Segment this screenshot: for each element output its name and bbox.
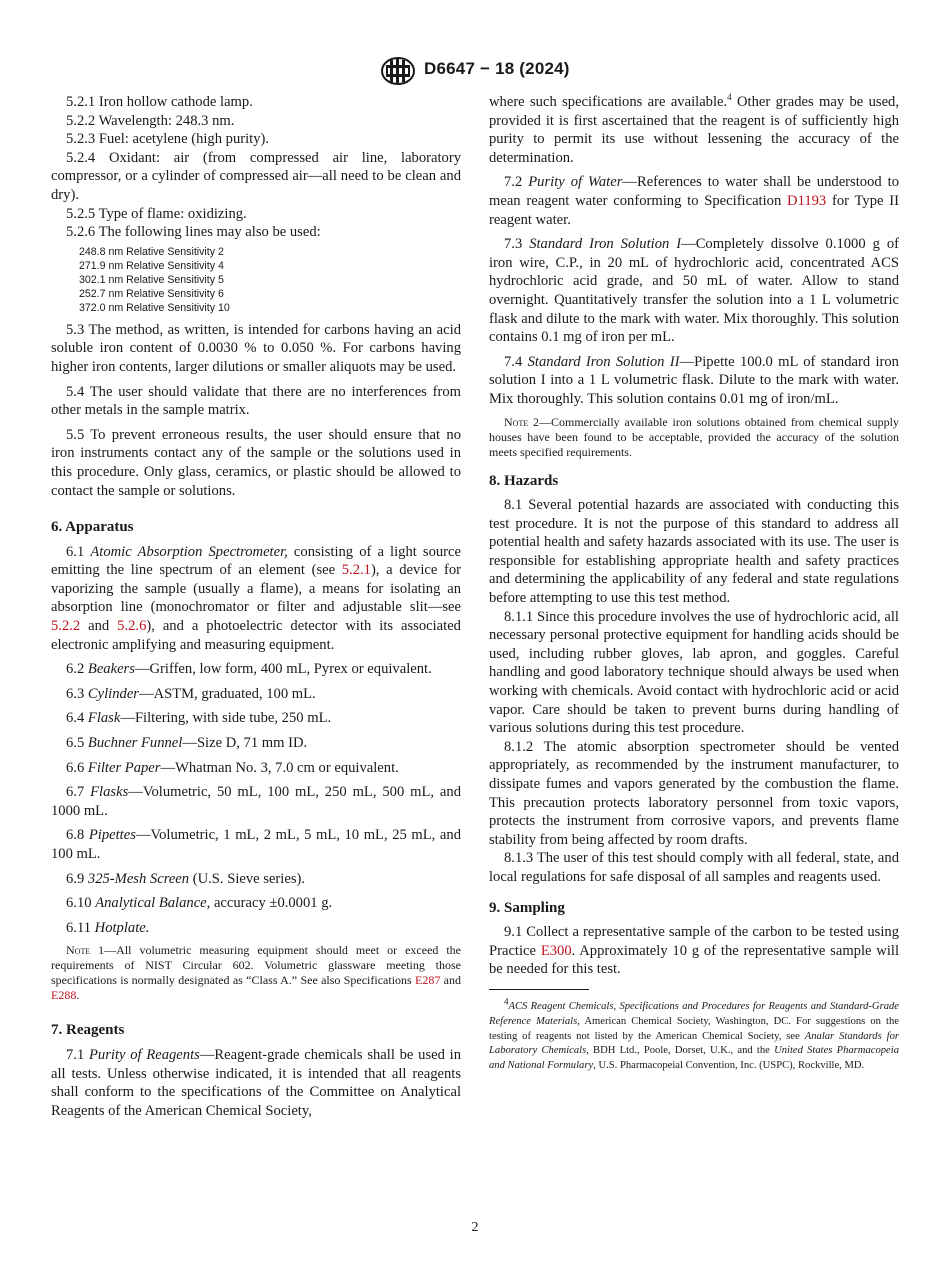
section-6-1: 6.1 Atomic Absorption Spectrometer, consisting of a light source emitting the line spectrum of an element (see 5.2.1), a device for vaporizing the sample (usually a flame), a means for isolating an absorption line (monochromator or filter and adjustable slit—see 5.2.2 and 5.2.6), and a photoelectric detector with its associated electronic amplifying and measuring equipment. [51, 543, 461, 653]
footnote-4: $^4$ACS Reagent Chemicals, Specifications and Procedures for Reagents and Standard-Grade Reference Materials, American Chemical Society, Washington, DC. For suggestions on the testing of reagents not listed by the American Chemical Society, see Analar Standards for Laboratory Chemicals, BDH Ltd., Poole, Dorset, U.K., and the United States Pharmacopeia and National Formulary, U.S. Pharmacopeial Convention, Inc. (USPC), Rockville, MD. [489, 996, 900, 1072]
section-7-4: 7.4 Standard Iron Solution II—Pipette 100.0 mL of standard iron solution I into a 1 L volumetric flask. Dilute to the mark with water. Mix thoroughly. This solution contains 0.01 mg of iron/mL. [489, 353, 899, 407]
section-8-1: 8.1 Several potential hazards are associated with conducting this test procedure. It is not the purpose of this standard to address all potential health and safety hazards associated with its use. The user is responsible for establishing appropriate health and safety practices and determining the applicability of any federal and state regulations before attempting to use this test method. [489, 497, 899, 607]
section-7-2: 7.2 Purity of Water—References to water shall be understood to mean reagent water conforming to Specification D1193 for Type II reagent water. [489, 174, 899, 228]
section-5-2-5: 5.2.5 Type of flame: oxidizing. [66, 205, 247, 222]
section-5-2-1: 5.2.1 Iron hollow cathode lamp. [66, 94, 253, 110]
ref-e300[interactable]: E300 [540, 942, 572, 959]
sensitivity-line: 302.1 nm Relative Sensitivity 5 [79, 273, 224, 286]
section-7-1: 7.1 Purity of Reagents—Reagent-grade chemicals shall be used in all tests. Unless otherwise indicated, it is intended that all reagents shall conform to the specifications of the Committee on Analytical Reagents of the American Chemical Society, [51, 1046, 461, 1119]
section-7-1-continued: where such specifications are available.$^4$ Other grades may be used, provided it is first ascertained that the reagent is of sufficiently high purity to permit its use without lessening the accuracy of the determination. [489, 92, 899, 166]
page-number: 2 [471, 1220, 479, 1235]
section-6-6: 6.6 Filter Paper—Whatman No. 3, 7.0 cm or equivalent. [66, 759, 399, 776]
ref-5-2-6[interactable]: 5.2.6 [117, 618, 147, 635]
section-6-11: 6.11 Hotplate. [66, 919, 150, 936]
ref-5-2-2[interactable]: 5.2.2 [51, 618, 81, 635]
section-6-7: 6.7 Flasks—Volumetric, 50 mL, 100 mL, 250 mL, 500 mL, and 1000 mL. [51, 784, 461, 819]
standard-designation: D6647 − 18 (2024) [424, 59, 570, 78]
section-6-5: 6.5 Buchner Funnel—Size D, 71 mm ID. [66, 735, 308, 752]
footnote-marker: 4 [727, 92, 732, 103]
ref-e288[interactable]: E288 [51, 988, 77, 1003]
section-5-2-3: 5.2.3 Fuel: acetylene (high purity). [66, 131, 270, 148]
section-5-4: 5.4 The user should validate that there are no interferences from other metals in the sample matrix. [51, 383, 461, 419]
heading-hazards: 8. Hazards [489, 472, 559, 489]
section-8-1-2: 8.1.2 The atomic absorption spectrometer should be vented appropriately, as recommended by the instrument manufacturer, to dissipate fumes and vapors generated by the combustion the flame. This precaution protects laboratory personnel from toxic vapors, protects the instrument from corrosive vapors, and prevents flame stability from being affected by room drafts. [489, 738, 899, 848]
section-8-1-3: 8.1.3 The user of this test should comply with all federal, state, and local regulations for safe disposal of all samples and reagents used. [489, 850, 899, 885]
section-5-5: 5.5 To prevent erroneous results, the user should ensure that no iron instruments contact any of the sample or the solutions used in this procedure. Only glass, ceramics, or plastic should be allowed to contact the sample or solutions. [51, 426, 461, 499]
section-6-4: 6.4 Flask—Filtering, with side tube, 250 mL. [66, 710, 332, 727]
ref-5-2-1[interactable]: 5.2.1 [341, 562, 371, 579]
heading-sampling: 9. Sampling [489, 899, 565, 916]
sensitivity-line: 372.0 nm Relative Sensitivity 10 [79, 301, 230, 314]
section-5-2-4: 5.2.4 Oxidant: air (from compressed air line, laboratory compressor, or a cylinder of compressed air—all need to be clean and dry). [51, 149, 461, 203]
heading-reagents: 7. Reagents [51, 1022, 125, 1039]
section-5-2-6: 5.2.6 The following lines may also be used: [66, 224, 321, 241]
section-6-9: 6.9 325-Mesh Screen (U.S. Sieve series). [66, 870, 306, 887]
sensitivity-list [79, 245, 461, 315]
left-column [51, 93, 461, 1126]
section-5-2-2: 5.2.2 Wavelength: 248.3 nm. [66, 112, 235, 129]
page-header [0, 56, 950, 86]
section-6-3: 6.3 Cylinder—ASTM, graduated, 100 mL. [66, 685, 316, 702]
ref-d1193[interactable]: D1193 [787, 192, 827, 209]
section-6-2: 6.2 Beakers—Griffen, low form, 400 mL, Pyrex or equivalent. [66, 661, 432, 678]
heading-apparatus: 6. Apparatus [51, 519, 134, 536]
ref-e287[interactable]: E287 [415, 973, 441, 988]
section-8-1-1: 8.1.1 Since this procedure involves the use of hydrochloric acid, all necessary personal protective equipment for handling acids should be used, including rubber gloves, lab apron, and goggles. Careful handling and good laboratory technique should always be used when working with chemicals. Avoid contact with hydrochloric acid or acid vapor. Care should be taken to prevent burns during handling of various solutions during this test procedure. [489, 608, 899, 737]
section-5-3: 5.3 The method, as written, is intended for carbons having an acid soluble iron content of 0.0030 % to 0.050 %. For carbons having higher iron contents, larger dilutions or smaller aliquots may be used. [51, 321, 461, 375]
section-9-1: 9.1 Collect a representative sample of the carbon to be tested using Practice E300. Approximately 10 g of the representative sample will be needed for this test. [489, 924, 900, 978]
right-column [489, 93, 899, 1074]
section-7-3: 7.3 Standard Iron Solution I—Completely dissolve 0.1000 g of iron wire, C.P., in 20 mL of hydrochloric acid, concentrated ACS hydrochloric acid grade, and 50 mL of water. Allow to stand overnight. Quantitatively transfer the solution into a 1 L volumetric flask and dilute to the mark with water. Mix thoroughly. This solution contains 0.1 mg of iron per mL. [489, 236, 899, 346]
sensitivity-line: 271.9 nm Relative Sensitivity 4 [79, 259, 224, 272]
note-2: Note 2—Commercially available iron solutions obtained from chemical supply houses have been found to be acceptable, provided the accuracy of the solution meets specified requirements. [489, 414, 899, 459]
sensitivity-line: 252.7 nm Relative Sensitivity 6 [79, 287, 224, 300]
astm-logo-icon [380, 56, 416, 86]
note-1: Note 1—All volumetric measuring equipment should meet or exceed the requirements of NIST Circular 602. Volumetric glassware meeting those specifications is normally designated as “Class A.” See also Specifications E287 and E288. [51, 943, 461, 1003]
section-6-10: 6.10 Analytical Balance, accuracy ±0.0001 g. [66, 895, 333, 912]
sensitivity-line: 248.8 nm Relative Sensitivity 2 [79, 245, 224, 258]
section-6-8: 6.8 Pipettes—Volumetric, 1 mL, 2 mL, 5 mL, 10 mL, 25 mL, and 100 mL. [51, 827, 461, 862]
footnote-rule [489, 989, 589, 990]
